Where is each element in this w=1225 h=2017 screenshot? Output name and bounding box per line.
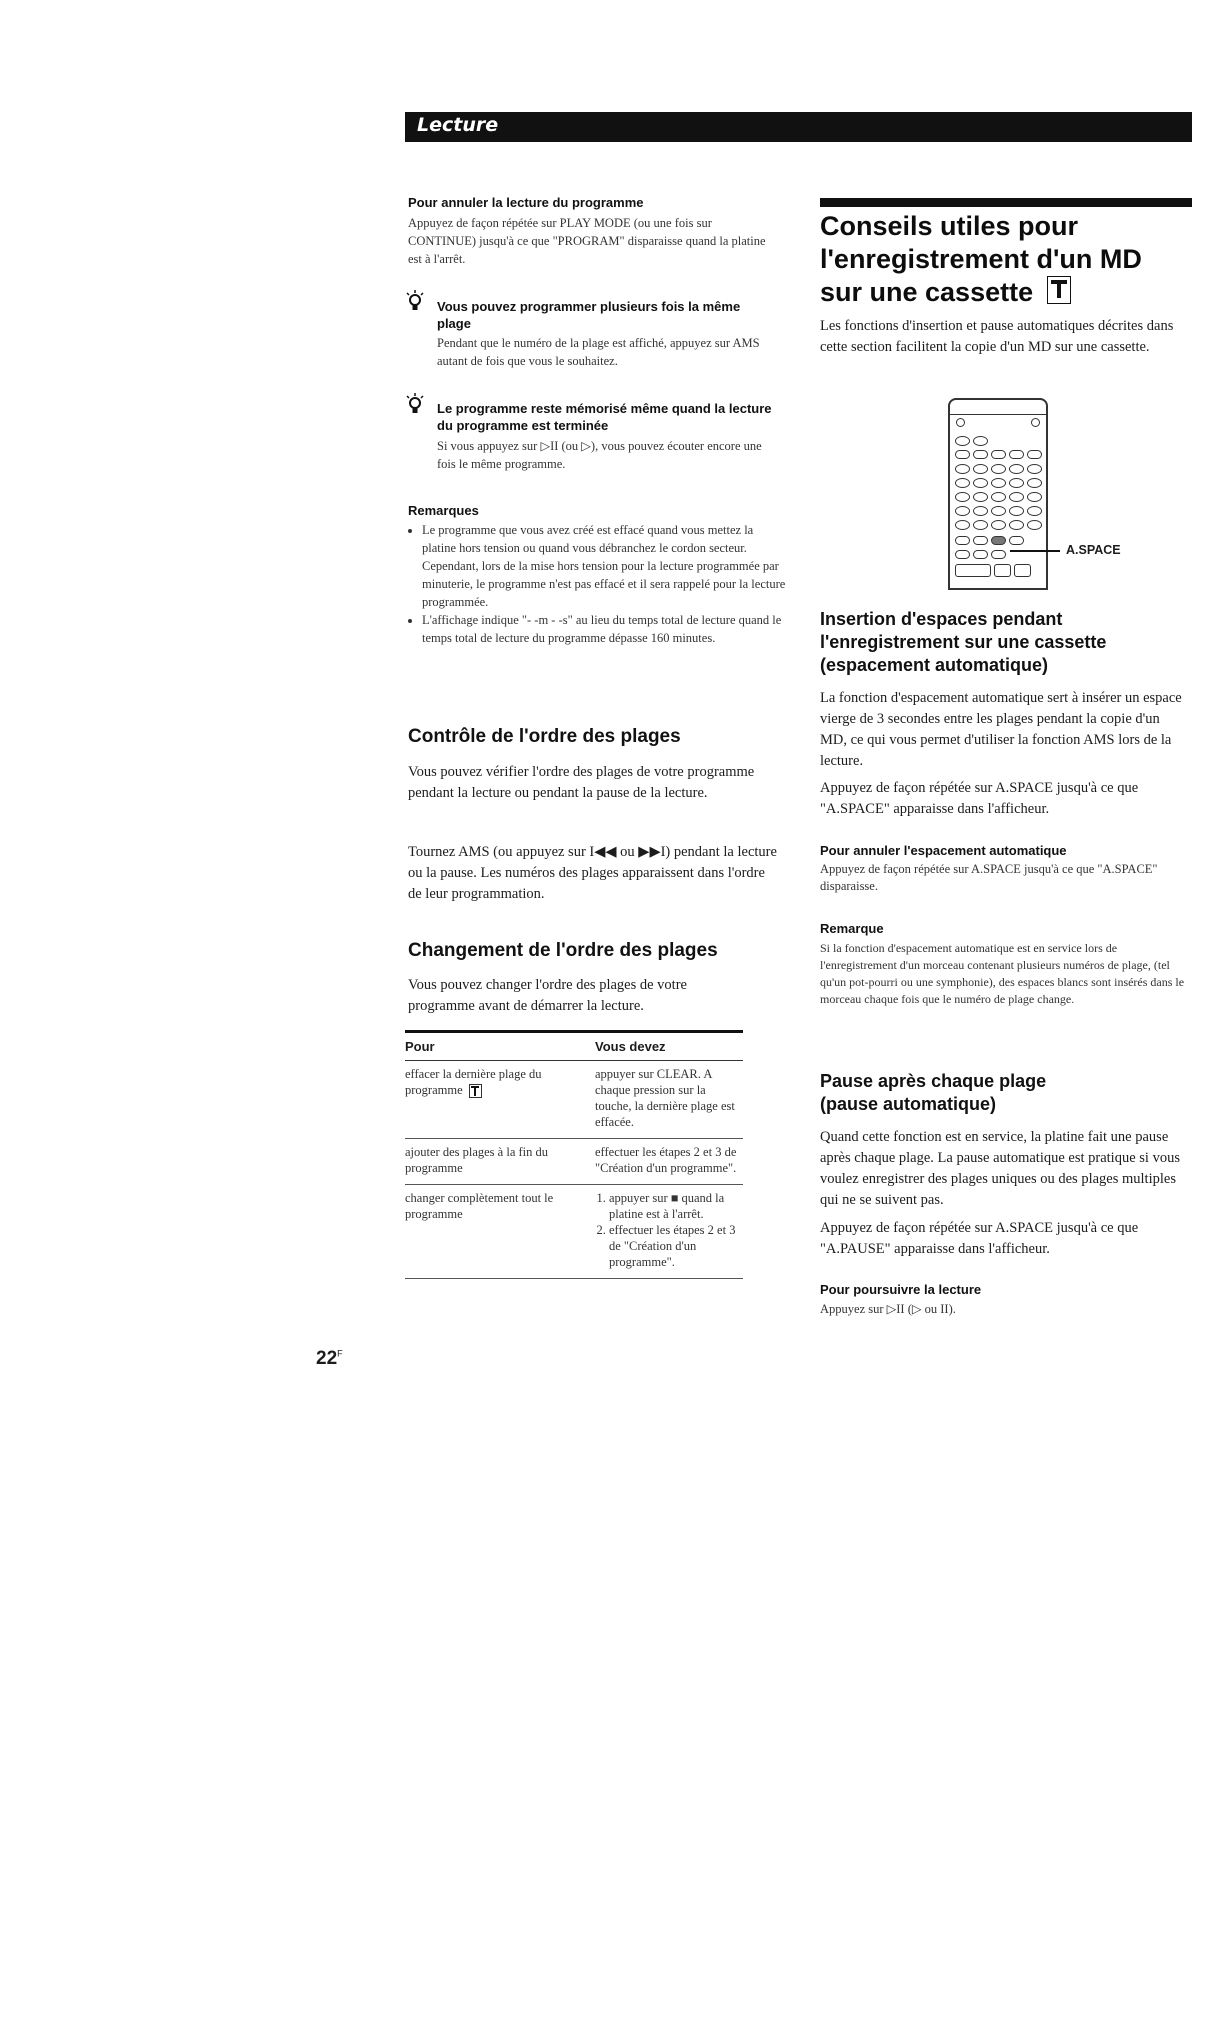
table-cell: effectuer les étapes 2 et 3 de "Création d'un programme". [595, 1139, 743, 1185]
table-cell [595, 1185, 743, 1279]
cancel-program-text: Appuyez de façon répétée sur PLAY MODE (ou une fois sur CONTINUE) jusqu'à ce que "PROGRAM" disparaisse quand la platine est à l'arrêt. [408, 216, 766, 266]
tip2-title: Le programme reste mémorisé même quand la lecture du programme est terminée [437, 401, 772, 433]
apause-instruction: Appuyez de façon répétée sur A.SPACE jusqu'à ce que "A.PAUSE" apparaisse dans l'afficheur. [820, 1220, 1139, 1257]
tip1-title: Vous pouvez programmer plusieurs fois la même plage [437, 299, 741, 331]
section-title: Lecture [417, 114, 499, 136]
apause-heading: Pause après chaque plage (pause automatique) [820, 1071, 1047, 1114]
list-item: 1. appuyer sur ■ quand la platine est à l'arrêt. [609, 1190, 737, 1222]
tip1-text: Pendant que le numéro de la plage est affiché, appuyez sur AMS autant de fois que vous le souhaitez. [437, 336, 760, 368]
page-number: $22^F$ [316, 1348, 343, 1369]
heading-rule [820, 198, 1192, 207]
tip-lightbulb-icon [405, 393, 425, 417]
section-header-bar [405, 112, 1192, 142]
cancel-program-title: Pour annuler la lecture du programme [408, 195, 644, 210]
table-cell: changer complètement tout le programme [405, 1185, 595, 1279]
table-row [405, 1185, 743, 1279]
remarks-list [408, 521, 789, 647]
aspace-instruction: Appuyez de façon répétée sur A.SPACE jusqu'à ce que "A.SPACE" apparaisse dans l'afficheur. [820, 780, 1139, 817]
column-header-pour: Pour [405, 1032, 595, 1061]
table-cell: ajouter des plages à la fin du programme [405, 1139, 595, 1185]
control-order-text: Vous pouvez vérifier l'ordre des plages de votre programme pendant la lecture ou pendant la pause de la lecture. [408, 764, 755, 801]
apause-resume-text: Appuyez sur ▷II (▷ ou II). [820, 1302, 956, 1316]
table-cell: appuyer sur CLEAR. A chaque pression sur la touche, la dernière plage est effacée. [595, 1061, 743, 1139]
tip-lightbulb-icon [405, 290, 425, 314]
aspace-description: La fonction d'espacement automatique sert à insérer un espace vierge de 3 secondes entre les plages pendant la copie d'un MD, ce qui vous permet d'utiliser la fonction AMS lors de la lecture. [820, 690, 1182, 769]
table-row [405, 1139, 743, 1185]
table-cell: effacer la dernière plage du programme [405, 1061, 595, 1139]
control-order-heading: Contrôle de l'ordre des plages [408, 726, 681, 747]
callout-line [1010, 550, 1060, 552]
list-item: • Le programme que vous avez créé est effacé quand vous mettez la platine hors tension ou quand vous débranchez le cordon secteur. Cependant, lors de la mise hors tension pour la lecture programmée par minuterie, le programme n'est pas effacé et il sera rappelé pour la lecture programmée. [422, 521, 789, 611]
table-row [405, 1061, 743, 1139]
change-order-table [405, 1030, 743, 1279]
remote-control-icon [1047, 276, 1071, 304]
remarks-title: Remarques [408, 503, 479, 518]
aspace-heading: Insertion d'espaces pendant l'enregistrement sur une cassette (espacement automatique) [820, 609, 1107, 675]
list-item: 2. effectuer les étapes 2 et 3 de "Création d'un programme". [609, 1222, 737, 1270]
apause-resume-title: Pour poursuivre la lecture [820, 1282, 982, 1297]
control-order-instruction: Tournez AMS (ou appuyez sur I◀◀ ou ▶▶I) pendant la lecture ou la pause. Les numéros des plages apparaissent dans l'ordre de leur programmation. [408, 844, 777, 902]
apause-description: Quand cette fonction est en service, la platine fait une pause après chaque plage. La pause automatique est pratique si vous voulez enregistrer des plages uniques ou des plages multiples qui ne se suivent pas. [820, 1129, 1180, 1208]
aspace-callout-label: A.SPACE [1066, 543, 1121, 557]
aspace-remark-text: Si la fonction d'espacement automatique est en service lors de l'enregistrement d'un morceau contenant plusieurs numéros de plage, (tel qu'un pot-pourri ou une symphonie), des espaces blancs sont insérés dans le morceau chaque fois que le numéro de plage change. [820, 941, 1185, 1006]
aspace-remark-title: Remarque [820, 921, 884, 936]
aspace-cancel-text: Appuyez de façon répétée sur A.SPACE jusqu'à ce que "A.SPACE" disparaisse. [820, 862, 1158, 893]
remote-control-icon [469, 1084, 482, 1098]
change-order-text: Vous pouvez changer l'ordre des plages de votre programme avant de démarrer la lecture. [408, 977, 687, 1014]
list-item: • L'affichage indique "- -m - -s" au lieu du temps total de lecture quand le temps total de lecture du programme dépasse 160 minutes. [422, 611, 789, 647]
intro-text: Les fonctions d'insertion et pause automatiques décrites dans cette section facilitent la copie d'un MD sur une cassette. [820, 318, 1174, 355]
page-main-heading: Conseils utiles pour l'enregistrement d'un MD sur une cassette [820, 211, 1142, 307]
aspace-cancel-title: Pour annuler l'espacement automatique [820, 843, 1067, 858]
table-header-row [405, 1032, 743, 1061]
tip2-text: Si vous appuyez sur ▷II (ou ▷), vous pouvez écouter encore une fois le même programme. [437, 439, 762, 471]
change-order-heading: Changement de l'ordre des plages [408, 940, 718, 961]
column-header-vous-devez: Vous devez [595, 1032, 743, 1061]
remote-control-illustration [948, 398, 1048, 590]
